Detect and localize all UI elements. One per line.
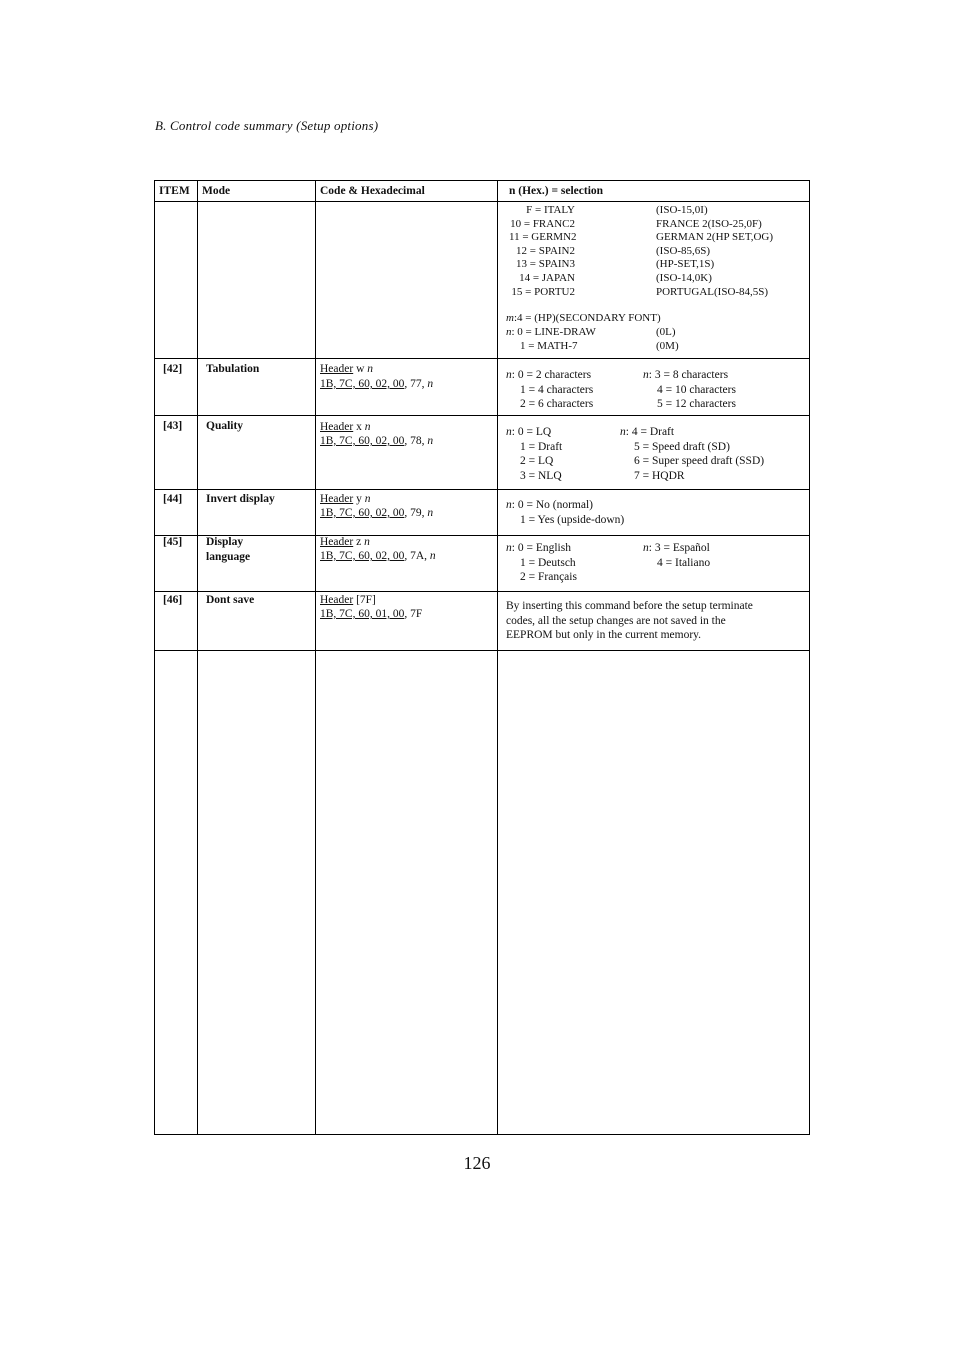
page-number: 126 bbox=[463, 1153, 491, 1173]
hex-line: 1B, 7C, 60, 02, 00, 7A, n bbox=[320, 550, 436, 562]
code-line: Header [7F] bbox=[320, 594, 376, 606]
mode-name: Invert display bbox=[206, 493, 275, 505]
secondary-font-line: m:4 = (HP)(SECONDARY FONT) bbox=[506, 312, 661, 324]
row-divider bbox=[155, 650, 809, 651]
column-divider bbox=[315, 181, 316, 1134]
row-divider bbox=[155, 358, 809, 359]
row-divider bbox=[155, 201, 809, 202]
selection-right: n: 4 = Draft 5 = Speed draft (SD) 6 = Super speed draft (SSD) 7 = HQDR bbox=[620, 426, 765, 482]
item-number: [42] bbox=[163, 363, 183, 375]
code-line: Header x n bbox=[320, 421, 371, 433]
dont-save-description: By inserting this command before the setup terminate codes, all the setup changes are not saved in the EEPROM but only in the current memory. bbox=[506, 600, 753, 641]
code-line: Header z n bbox=[320, 536, 370, 548]
code-line: Header w n bbox=[320, 363, 374, 375]
item-number: [45] bbox=[163, 536, 183, 548]
row-divider bbox=[155, 591, 809, 592]
running-head: B. Control code summary (Setup options) bbox=[155, 118, 379, 133]
selection-left: n: 0 = English 1 = Deutsch 2 = Français bbox=[506, 542, 577, 583]
header-code: Code & Hexadecimal bbox=[320, 185, 425, 197]
selection-left: n: 0 = 2 characters 1 = 4 characters 2 = 6 characters bbox=[506, 369, 594, 410]
row-divider bbox=[155, 415, 809, 416]
selection-right: n: 3 = 8 characters 4 = 10 characters 5 = 12 characters bbox=[643, 369, 736, 410]
selection-left: n: 0 = No (normal) 1 = Yes (upside-down) bbox=[506, 499, 625, 526]
item-number: [43] bbox=[163, 420, 183, 432]
mode-name: Display language bbox=[206, 536, 251, 563]
control-code-table bbox=[154, 180, 810, 1135]
line-draw-code: (0L) bbox=[656, 326, 676, 338]
selection-left: n: 0 = LQ 1 = Draft 2 = LQ 3 = NLQ bbox=[506, 426, 563, 482]
hex-line: 1B, 7C, 60, 02, 00, 79, n bbox=[320, 507, 434, 519]
code-line: Header y n bbox=[320, 493, 371, 505]
country-code-descriptions: (ISO-15,0I) FRANCE 2(ISO-25,0F) GERMAN 2(HP SET,OG) (ISO-85,6S) (HP-SET,1S) (ISO-14,0K) PORTUGAL(ISO-84,5S) bbox=[656, 204, 774, 298]
header-selection: n (Hex.) = selection bbox=[509, 185, 604, 197]
hex-line: 1B, 7C, 60, 02, 00, 78, n bbox=[320, 435, 434, 447]
selection-right: n: 3 = Español 4 = Italiano bbox=[643, 542, 711, 569]
item-number: [44] bbox=[163, 493, 183, 505]
math-code: (0M) bbox=[656, 340, 679, 352]
country-code-list: F = ITALY 10 = FRANC2 11 = GERMN2 12 = SPAIN2 13 = SPAIN3 14 = JAPAN 15 = PORTU2 bbox=[509, 204, 577, 298]
hex-line: 1B, 7C, 60, 02, 00, 77, n bbox=[320, 378, 434, 390]
header-mode: Mode bbox=[202, 185, 231, 197]
item-number: [46] bbox=[163, 594, 183, 606]
line-draw-line: n: 0 = LINE-DRAW bbox=[506, 326, 596, 338]
mode-name: Tabulation bbox=[206, 363, 260, 375]
header-item: ITEM bbox=[159, 185, 190, 197]
row-divider bbox=[155, 535, 809, 536]
row-divider bbox=[155, 489, 809, 490]
column-divider bbox=[197, 181, 198, 1134]
math-line: 1 = MATH-7 bbox=[520, 340, 578, 352]
mode-name: Dont save bbox=[206, 594, 255, 606]
hex-line: 1B, 7C, 60, 01, 00, 7F bbox=[320, 608, 423, 620]
mode-name: Quality bbox=[206, 420, 244, 432]
column-divider bbox=[497, 181, 498, 1134]
